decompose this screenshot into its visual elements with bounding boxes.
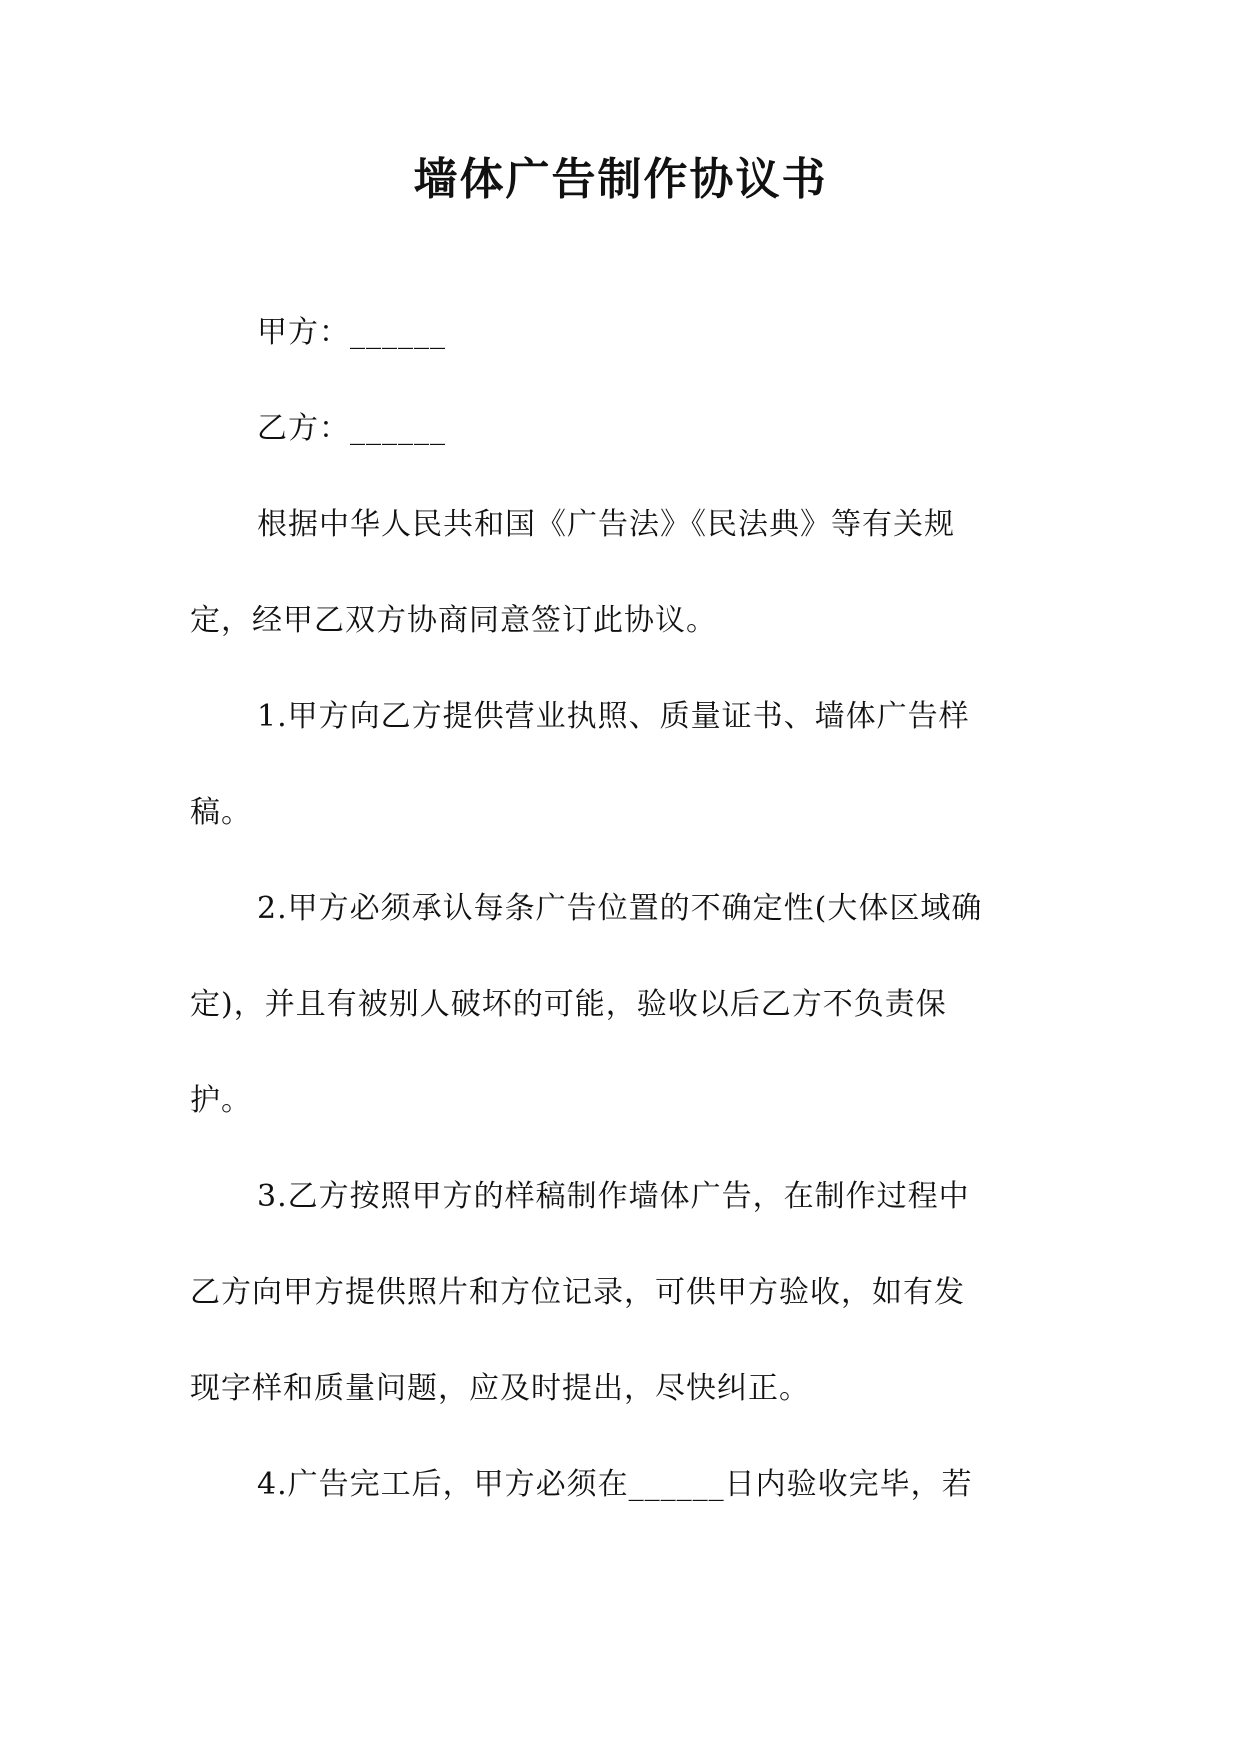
preamble-line-2: 定，经甲乙双方协商同意签订此协议。 <box>190 603 717 638</box>
clause-3-line-3: 现字样和质量问题，应及时提出，尽快纠正。 <box>190 1371 810 1406</box>
clause-3-line-1: 3.乙方按照甲方的样稿制作墙体广告，在制作过程中 <box>257 1179 970 1214</box>
party-a-line: 甲方：______ <box>257 315 446 350</box>
clause-3-line-2: 乙方向甲方提供照片和方位记录，可供甲方验收，如有发 <box>190 1275 965 1310</box>
clause-4-line-1: 4.广告完工后，甲方必须在______日内验收完毕，若 <box>257 1467 973 1502</box>
party-b-line: 乙方：______ <box>257 411 446 446</box>
clause-1-line-1: 1.甲方向乙方提供营业执照、质量证书、墙体广告样 <box>257 699 970 734</box>
clause-2-line-2: 定)，并且有被别人破坏的可能，验收以后乙方不负责保 <box>190 987 947 1022</box>
preamble-line-1: 根据中华人民共和国《广告法》《民法典》等有关规 <box>257 507 955 542</box>
clause-2-line-3: 护。 <box>190 1083 252 1118</box>
clause-2-line-1: 2.甲方必须承认每条广告位置的不确定性(大体区域确 <box>257 891 983 926</box>
clause-1-line-2: 稿。 <box>190 795 252 830</box>
document-title: 墙体广告制作协议书 <box>413 154 828 205</box>
